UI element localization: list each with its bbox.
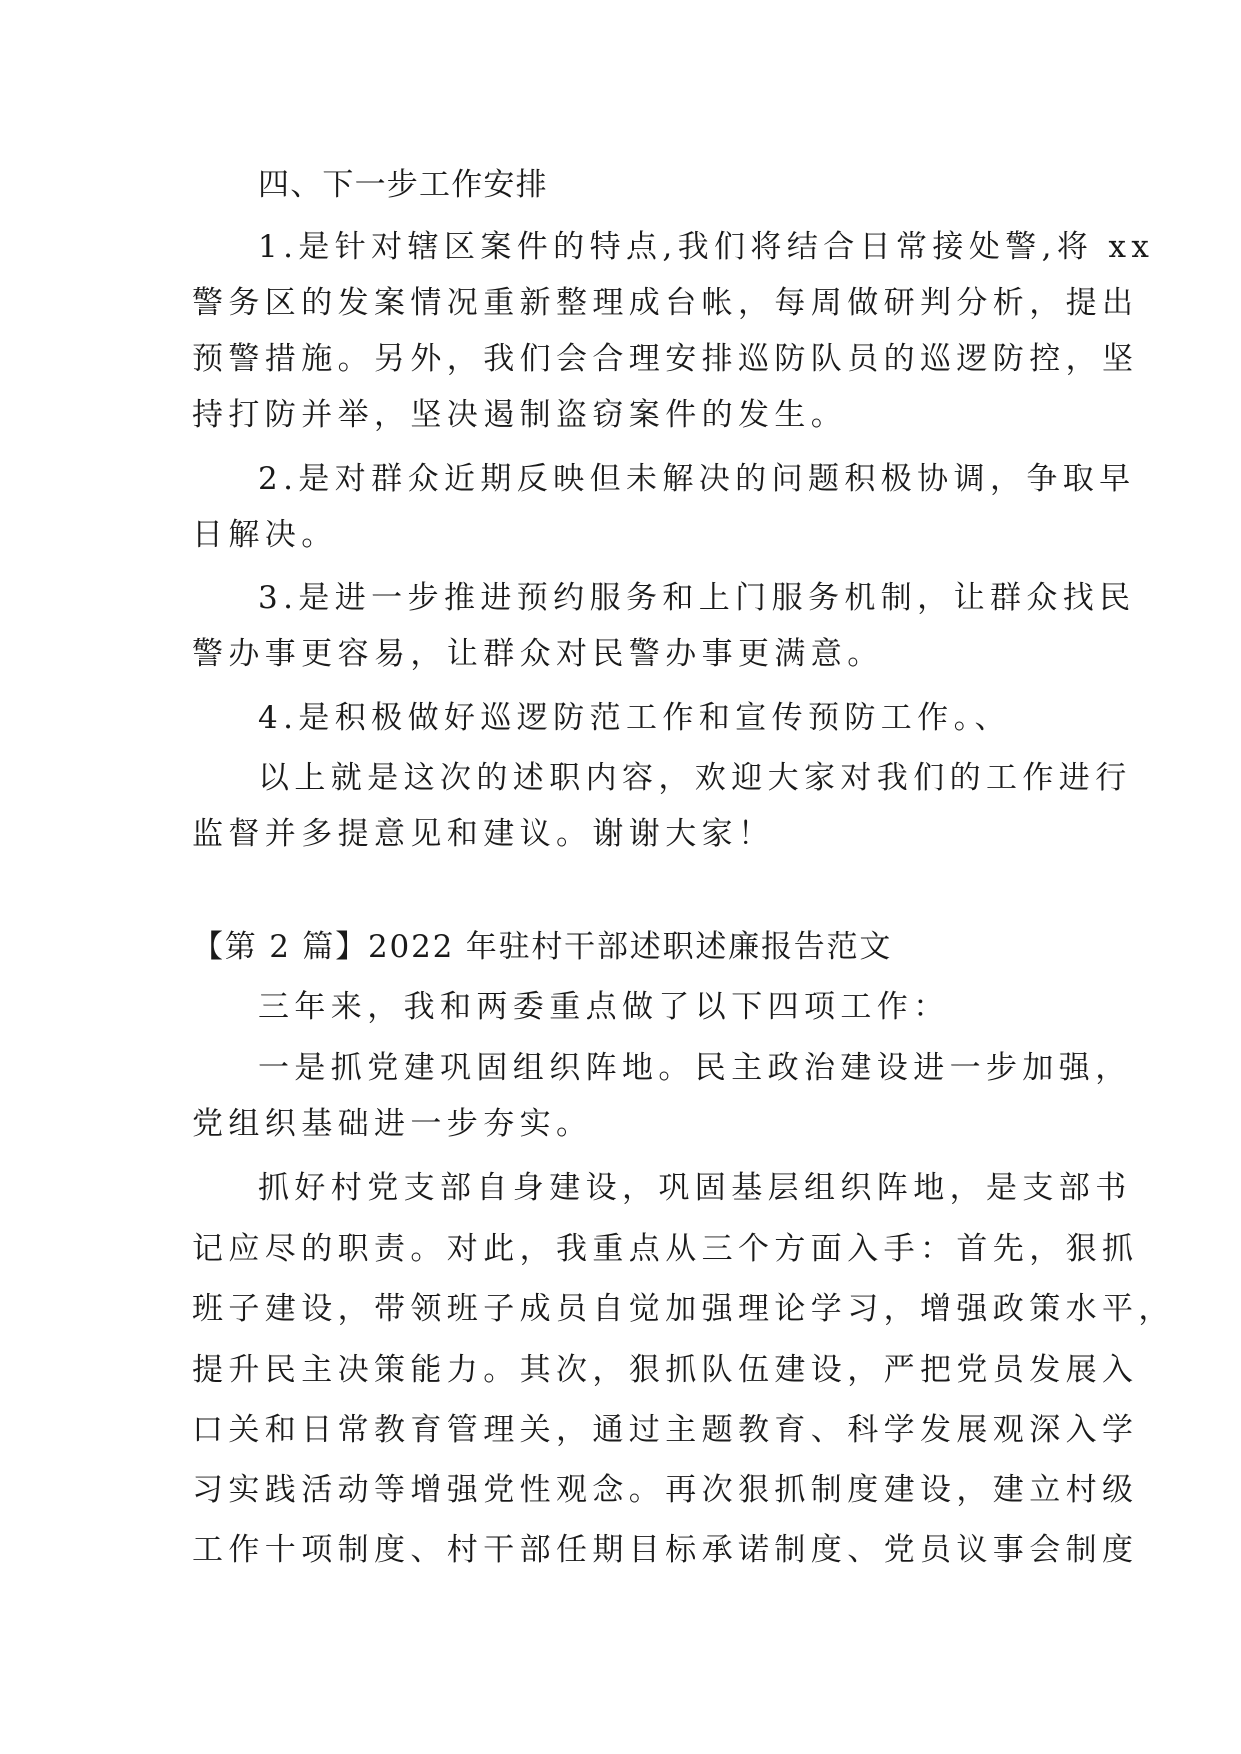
- paragraph-line: 工作十项制度、村干部任期目标承诺制度、党员议事会制度: [192, 1532, 1139, 1568]
- paragraph-line: 警务区的发案情况重新整理成台帐，每周做研判分析，提出: [192, 285, 1139, 321]
- paragraph-line: 抓好村党支部自身建设，巩固基层组织阵地，是支部书: [258, 1170, 1132, 1206]
- article-title: 【第 2 篇】2022 年驻村干部述职述廉报告范文: [192, 929, 893, 965]
- paragraph-line: 三年来，我和两委重点做了以下四项工作：: [258, 989, 950, 1025]
- paragraph-line: 党组织基础进一步夯实。: [192, 1106, 593, 1142]
- paragraph-line: 习实践活动等增强党性观念。再次狠抓制度建设，建立村级: [192, 1472, 1139, 1508]
- paragraph-line: 班子建设，带领班子成员自觉加强理论学习，增强政策水平，: [192, 1291, 1175, 1327]
- paragraph-line: 以上就是这次的述职内容，欢迎大家对我们的工作进行: [258, 760, 1132, 796]
- section-heading: 四、下一步工作安排: [258, 167, 548, 203]
- paragraph-line: 持打防并举，坚决遏制盗窃案件的发生。: [192, 397, 848, 433]
- paragraph-line: 3.是进一步推进预约服务和上门服务机制，让群众找民: [258, 580, 1136, 616]
- paragraph-line: 记应尽的职责。对此，我重点从三个方面入手：首先，狠抓: [192, 1231, 1139, 1267]
- paragraph-line: 口关和日常教育管理关，通过主题教育、科学发展观深入学: [192, 1412, 1139, 1448]
- paragraph-line: 警办事更容易，让群众对民警办事更满意。: [192, 636, 884, 672]
- paragraph-line: 监督并多提意见和建议。谢谢大家！: [192, 816, 775, 852]
- paragraph-line: 4.是积极做好巡逻防范工作和宣传预防工作。、: [258, 700, 1011, 736]
- paragraph-line: 提升民主决策能力。其次，狠抓队伍建设，严把党员发展入: [192, 1352, 1139, 1388]
- paragraph-line: 一是抓党建巩固组织阵地。民主政治建设进一步加强，: [258, 1050, 1132, 1086]
- paragraph-line: 1.是针对辖区案件的特点,我们将结合日常接处警,将 xx: [258, 229, 1155, 265]
- paragraph-line: 2.是对群众近期反映但未解决的问题积极协调，争取早: [258, 461, 1136, 497]
- paragraph-line: 日解决。: [192, 517, 338, 553]
- paragraph-line: 预警措施。另外，我们会合理安排巡防队员的巡逻防控，坚: [192, 341, 1139, 377]
